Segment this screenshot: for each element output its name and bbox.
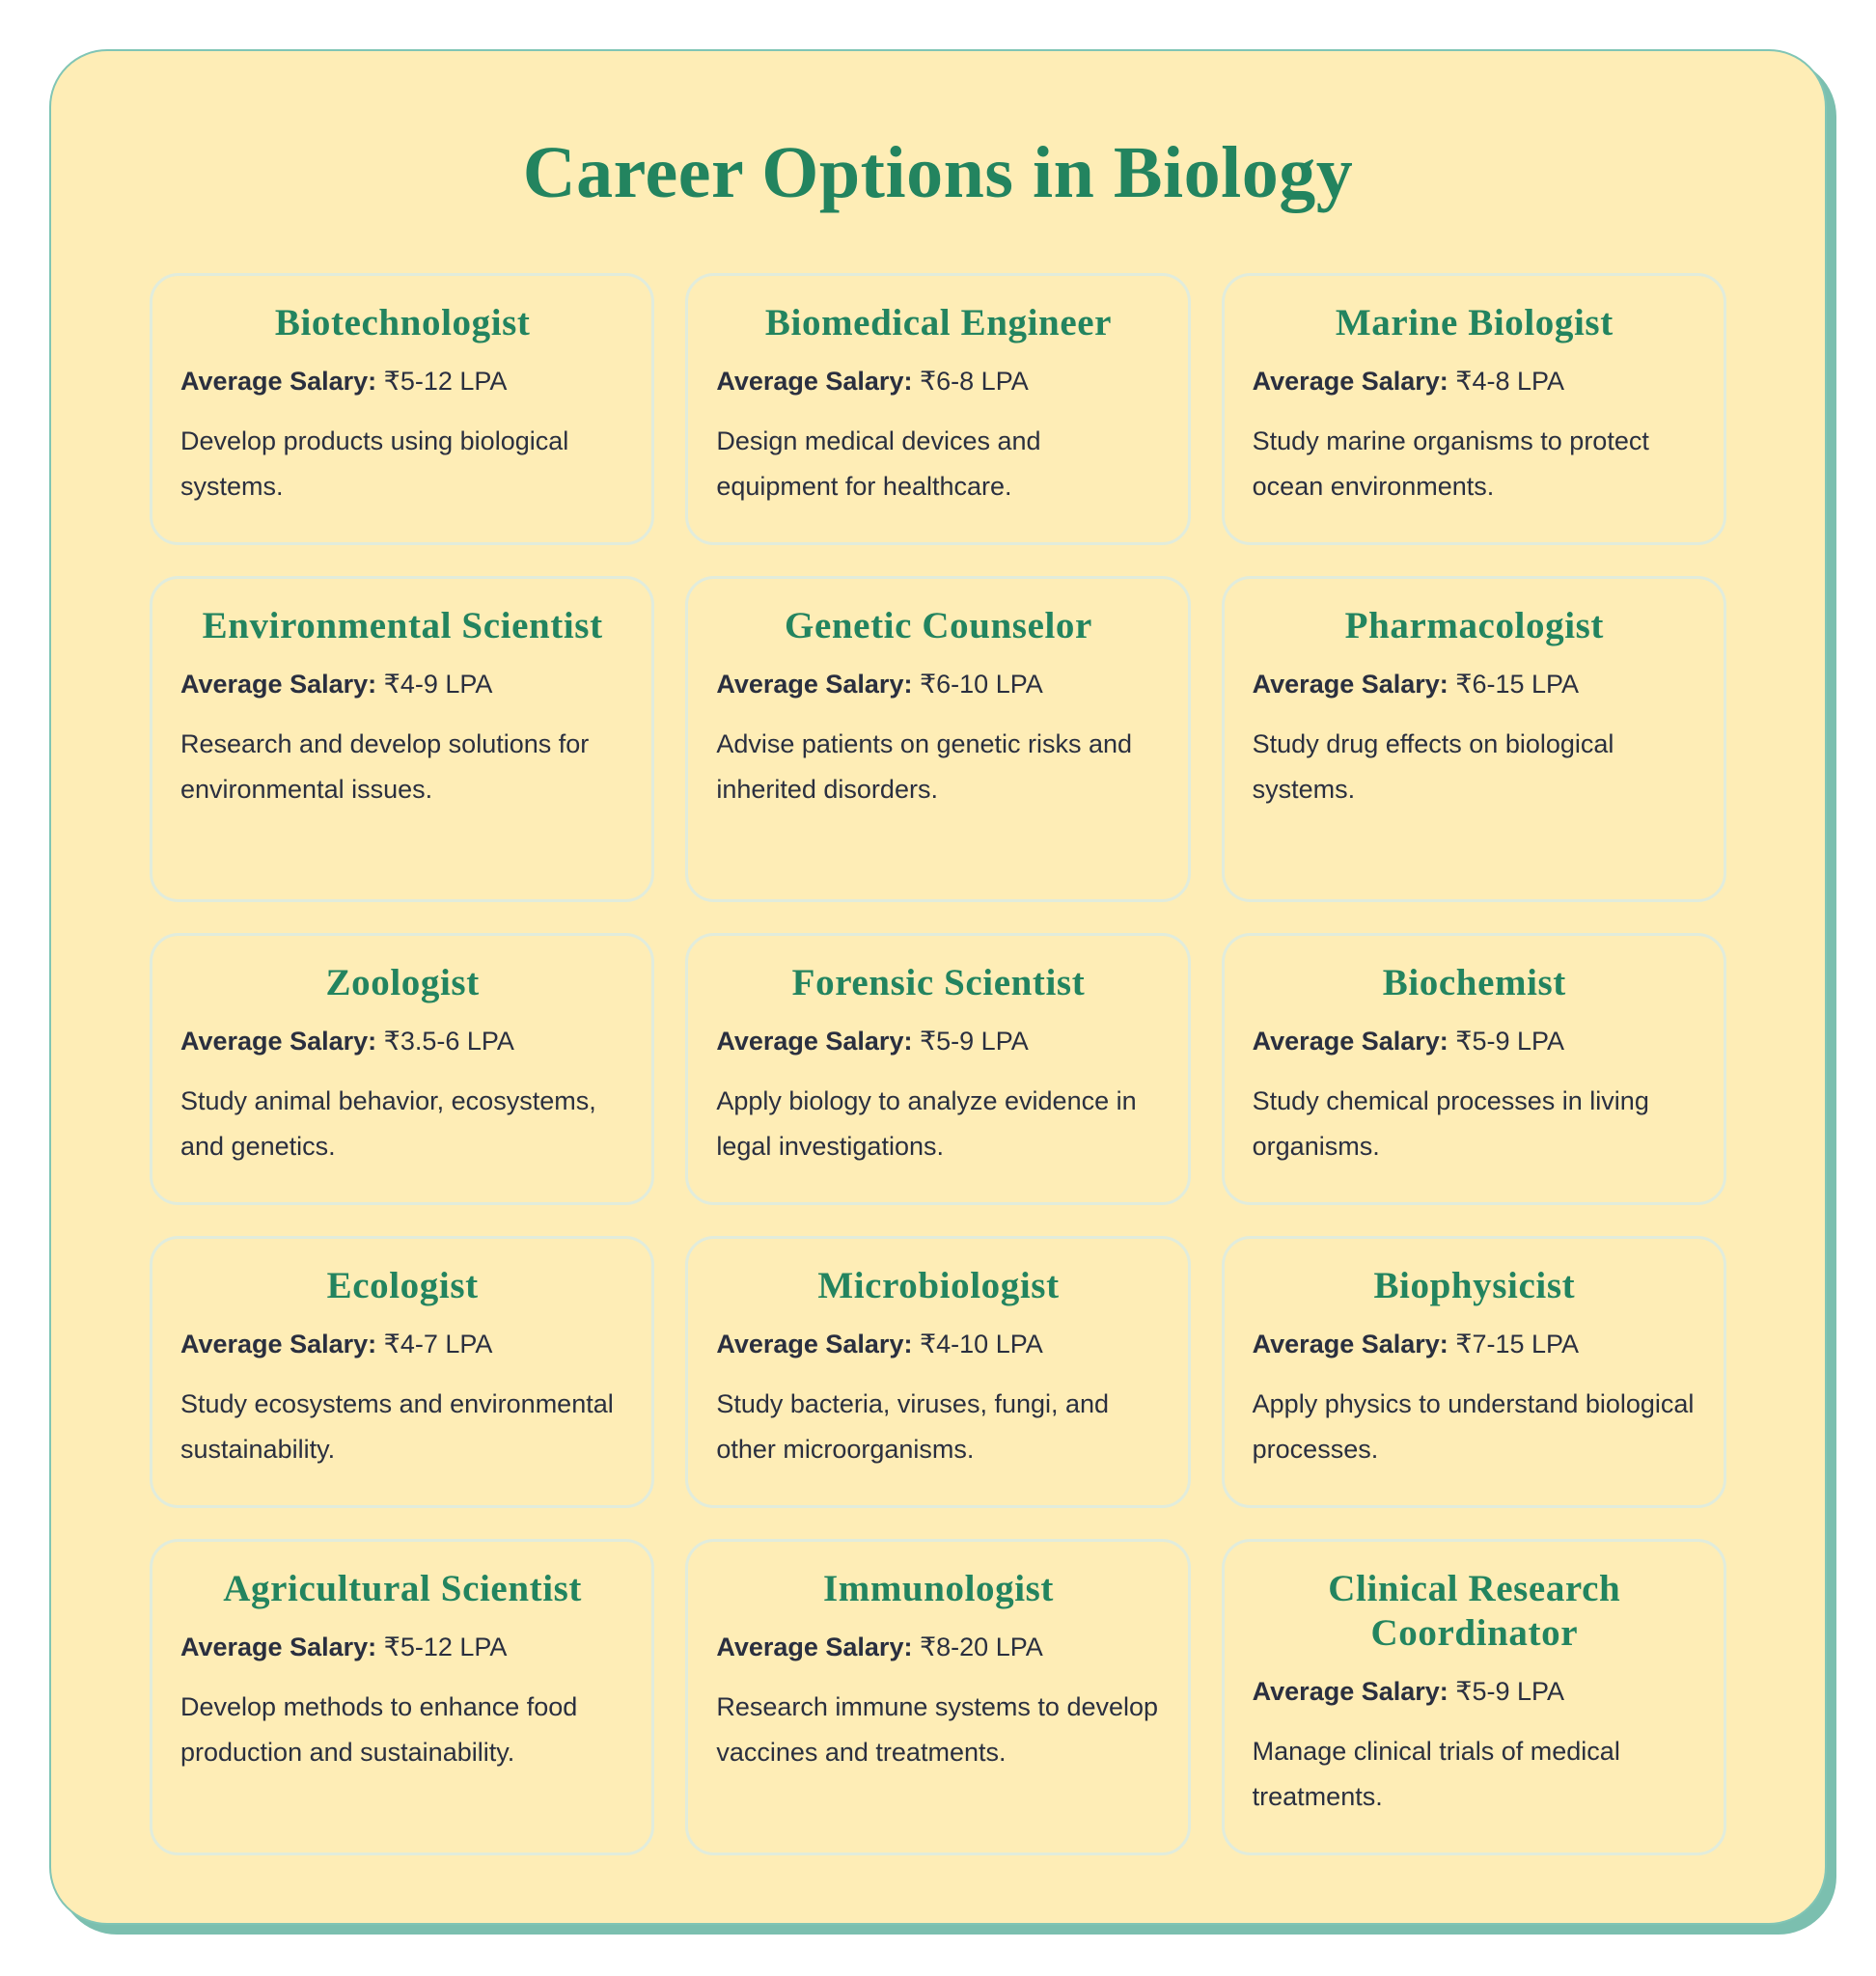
career-card-biomedical-engineer — [685, 273, 1190, 545]
career-card-agricultural-scientist — [150, 1539, 654, 1855]
salary-value: ₹3.5-6 LPA — [383, 1027, 514, 1056]
salary-label: Average Salary: — [1252, 1677, 1448, 1706]
career-title: Microbiologist — [817, 1265, 1060, 1306]
career-description: Study ecosystems and environmental sustainability. — [180, 1389, 614, 1464]
career-title: Pharmacologist — [1344, 605, 1604, 646]
salary-label: Average Salary: — [1252, 670, 1448, 699]
career-card-biochemist — [1222, 933, 1726, 1205]
career-description: Manage clinical trials of medical treatments. — [1252, 1737, 1620, 1811]
career-title: Biotechnologist — [274, 302, 531, 343]
salary-line — [716, 1322, 1160, 1366]
salary-value: ₹5-9 LPA — [1455, 1027, 1565, 1056]
salary-line — [1253, 1322, 1697, 1366]
salary-label: Average Salary: — [1252, 367, 1448, 396]
salary-line — [716, 359, 1160, 403]
career-card-biotechnologist — [150, 273, 654, 545]
career-grid — [150, 273, 1726, 1855]
career-description: Study bacteria, viruses, fungi, and other microorganisms. — [716, 1389, 1110, 1464]
career-card-biophysicist — [1222, 1236, 1726, 1508]
salary-label: Average Salary: — [1252, 1027, 1448, 1056]
career-card-genetic-counselor — [685, 576, 1190, 902]
page-title: Career Options in Biology — [522, 132, 1354, 213]
salary-line — [1253, 359, 1697, 403]
salary-value: ₹6-15 LPA — [1455, 670, 1580, 699]
salary-line — [180, 1625, 624, 1669]
career-title: Forensic Scientist — [791, 962, 1086, 1003]
salary-label: Average Salary: — [180, 1330, 377, 1358]
salary-value: ₹4-10 LPA — [919, 1330, 1043, 1358]
career-description: Apply biology to analyze evidence in legal investigations. — [716, 1086, 1137, 1161]
salary-line — [716, 1019, 1160, 1063]
salary-value: ₹6-10 LPA — [919, 670, 1043, 699]
salary-label: Average Salary: — [716, 1330, 913, 1358]
salary-label: Average Salary: — [716, 367, 913, 396]
career-description: Design medical devices and equipment for healthcare. — [716, 426, 1041, 501]
salary-label: Average Salary: — [716, 1633, 913, 1661]
career-card-ecologist — [150, 1236, 654, 1508]
salary-line — [1253, 662, 1697, 706]
salary-value: ₹7-15 LPA — [1455, 1330, 1580, 1358]
career-title: Environmental Scientist — [202, 605, 603, 646]
salary-label: Average Salary: — [180, 367, 377, 396]
career-description: Research immune systems to develop vaccines and treatments. — [716, 1692, 1159, 1767]
career-card-immunologist — [685, 1539, 1190, 1855]
salary-label: Average Salary: — [180, 670, 377, 699]
career-options-panel — [49, 49, 1827, 1925]
career-title: Marine Biologist — [1335, 302, 1614, 343]
salary-label: Average Salary: — [180, 1633, 377, 1661]
career-description: Study drug effects on biological systems. — [1252, 729, 1614, 804]
salary-line — [1253, 1669, 1697, 1714]
career-card-zoologist — [150, 933, 654, 1205]
career-card-pharmacologist — [1222, 576, 1726, 902]
career-title: Clinical Research Coordinator — [1328, 1568, 1621, 1654]
salary-line — [1253, 1019, 1697, 1063]
career-description: Study chemical processes in living organisms. — [1252, 1086, 1649, 1161]
career-card-environmental-scientist — [150, 576, 654, 902]
salary-value: ₹6-8 LPA — [919, 367, 1029, 396]
career-description: Develop products using biological systems. — [180, 426, 569, 501]
salary-line — [180, 1019, 624, 1063]
career-card-microbiologist — [685, 1236, 1190, 1508]
career-title: Biochemist — [1382, 962, 1566, 1003]
salary-line — [180, 662, 624, 706]
salary-value: ₹4-7 LPA — [383, 1330, 493, 1358]
career-title: Zoologist — [325, 962, 480, 1003]
career-card-forensic-scientist — [685, 933, 1190, 1205]
career-description: Study marine organisms to protect ocean environments. — [1252, 426, 1649, 501]
career-description: Apply physics to understand biological processes. — [1252, 1389, 1695, 1464]
career-title: Genetic Counselor — [785, 605, 1092, 646]
career-card-clinical-research-coordinator — [1222, 1539, 1726, 1855]
salary-label: Average Salary: — [716, 670, 913, 699]
salary-label: Average Salary: — [1252, 1330, 1448, 1358]
salary-value: ₹5-9 LPA — [919, 1027, 1029, 1056]
career-description: Research and develop solutions for environmental issues. — [180, 729, 590, 804]
salary-line — [180, 1322, 624, 1366]
career-title: Biophysicist — [1373, 1265, 1576, 1306]
salary-line — [716, 1625, 1160, 1669]
salary-line — [180, 359, 624, 403]
career-title: Agricultural Scientist — [223, 1568, 583, 1609]
salary-value: ₹4-8 LPA — [1455, 367, 1565, 396]
career-description: Develop methods to enhance food production and sustainability. — [180, 1692, 578, 1767]
salary-value: ₹8-20 LPA — [919, 1633, 1043, 1661]
salary-label: Average Salary: — [716, 1027, 913, 1056]
salary-value: ₹5-12 LPA — [383, 1633, 508, 1661]
salary-value: ₹4-9 LPA — [383, 670, 493, 699]
salary-value: ₹5-12 LPA — [383, 367, 508, 396]
career-title: Ecologist — [326, 1265, 479, 1306]
salary-line — [716, 662, 1160, 706]
career-title: Immunologist — [822, 1568, 1055, 1609]
salary-value: ₹5-9 LPA — [1455, 1677, 1565, 1706]
career-card-marine-biologist — [1222, 273, 1726, 545]
career-description: Advise patients on genetic risks and inherited disorders. — [716, 729, 1133, 804]
career-title: Biomedical Engineer — [764, 302, 1113, 343]
salary-label: Average Salary: — [180, 1027, 377, 1056]
career-description: Study animal behavior, ecosystems, and genetics. — [180, 1086, 596, 1161]
